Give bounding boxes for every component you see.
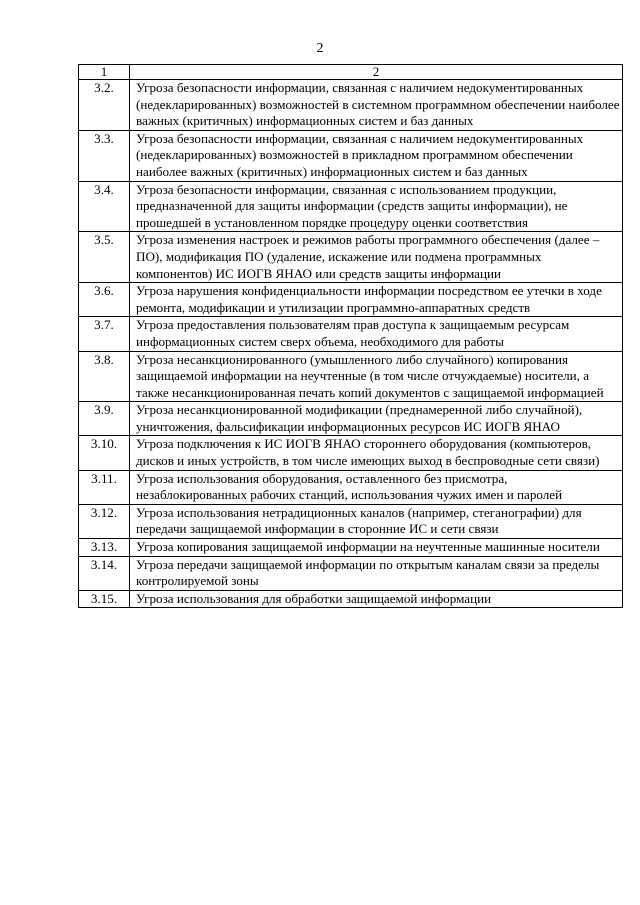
table-row	[79, 80, 623, 131]
threat-number: 3.2.	[79, 80, 130, 131]
threat-description: Угроза безопасности информации, связанная с наличием недокументированных (недекларированных) возможностей в прикладном программном обеспечении наиболее важных (критичных) информационных систем и баз данных	[130, 130, 623, 181]
table-row	[79, 436, 623, 470]
threat-description: Угроза подключения к ИС ИОГВ ЯНАО стороннего оборудования (компьютеров, дисков и иных устройств, в том числе имеющих выход в беспроводные сети связи)	[130, 436, 623, 470]
threat-number: 3.13.	[79, 539, 130, 557]
table-row	[79, 317, 623, 351]
threat-number: 3.12.	[79, 504, 130, 538]
table-row	[79, 232, 623, 283]
threat-description: Угроза несанкционированного (умышленного либо случайного) копирования защищаемой информации на неучтенные (в том числе отчуждаемые) носители, а также несанкционированная печать копий документов с защищаемой информацией	[130, 351, 623, 402]
threat-number: 3.9.	[79, 402, 130, 436]
table-header-row	[79, 65, 623, 80]
threat-description: Угроза использования оборудования, оставленного без присмотра, незаблокированных рабочих станций, использования чужих имен и паролей	[130, 470, 623, 504]
threat-description: Угроза копирования защищаемой информации на неучтенные машинные носители	[130, 539, 623, 557]
column-header-number: 1	[79, 65, 130, 80]
threat-number: 3.6.	[79, 283, 130, 317]
page-number: 2	[316, 41, 324, 56]
threat-number: 3.7.	[79, 317, 130, 351]
threat-description: Угроза использования для обработки защищаемой информации	[130, 590, 623, 608]
column-header-description: 2	[130, 65, 623, 80]
threat-number: 3.10.	[79, 436, 130, 470]
threat-number: 3.14.	[79, 556, 130, 590]
threat-number: 3.4.	[79, 181, 130, 232]
threat-description: Угроза безопасности информации, связанная с наличием недокументированных (недекларированных) возможностей в системном программном обеспечении наиболее важных (критичных) информационных систем и баз данных	[130, 80, 623, 131]
table-row	[79, 351, 623, 402]
threat-description: Угроза несанкционированной модификации (преднамеренной либо случайной), уничтожения, фальсификации информационных ресурсов ИС ИОГВ ЯНАО	[130, 402, 623, 436]
table-body	[79, 80, 623, 608]
threat-description: Угроза предоставления пользователям прав доступа к защищаемым ресурсам информационных систем сверх объема, необходимого для работы	[130, 317, 623, 351]
table-row	[79, 181, 623, 232]
table-row	[79, 130, 623, 181]
threat-description: Угроза использования нетрадиционных каналов (например, стеганографии) для передачи защищаемой информации в сторонние ИС и сети связи	[130, 504, 623, 538]
threat-description: Угроза изменения настроек и режимов работы программного обеспечения (далее – ПО), модификация ПО (удаление, искажение или подмена программных компонентов) ИС ИОГВ ЯНАО или средств защиты информации	[130, 232, 623, 283]
table-row	[79, 590, 623, 608]
threat-number: 3.8.	[79, 351, 130, 402]
threat-number: 3.3.	[79, 130, 130, 181]
table-row	[79, 504, 623, 538]
table-row	[79, 470, 623, 504]
table-row	[79, 283, 623, 317]
threat-description: Угроза передачи защищаемой информации по открытым каналам связи за пределы контролируемой зоны	[130, 556, 623, 590]
threats-table	[78, 64, 623, 608]
table-row	[79, 539, 623, 557]
threat-number: 3.11.	[79, 470, 130, 504]
threat-description: Угроза безопасности информации, связанная с использованием продукции, предназначенной для защиты информации (средств защиты информации), не прошедшей в установленном порядке процедуру оценки соответствия	[130, 181, 623, 232]
threat-number: 3.5.	[79, 232, 130, 283]
threat-number: 3.15.	[79, 590, 130, 608]
table-row	[79, 556, 623, 590]
threat-description: Угроза нарушения конфиденциальности информации посредством ее утечки в ходе ремонта, модификации и утилизации программно-аппаратных средств	[130, 283, 623, 317]
table-row	[79, 402, 623, 436]
